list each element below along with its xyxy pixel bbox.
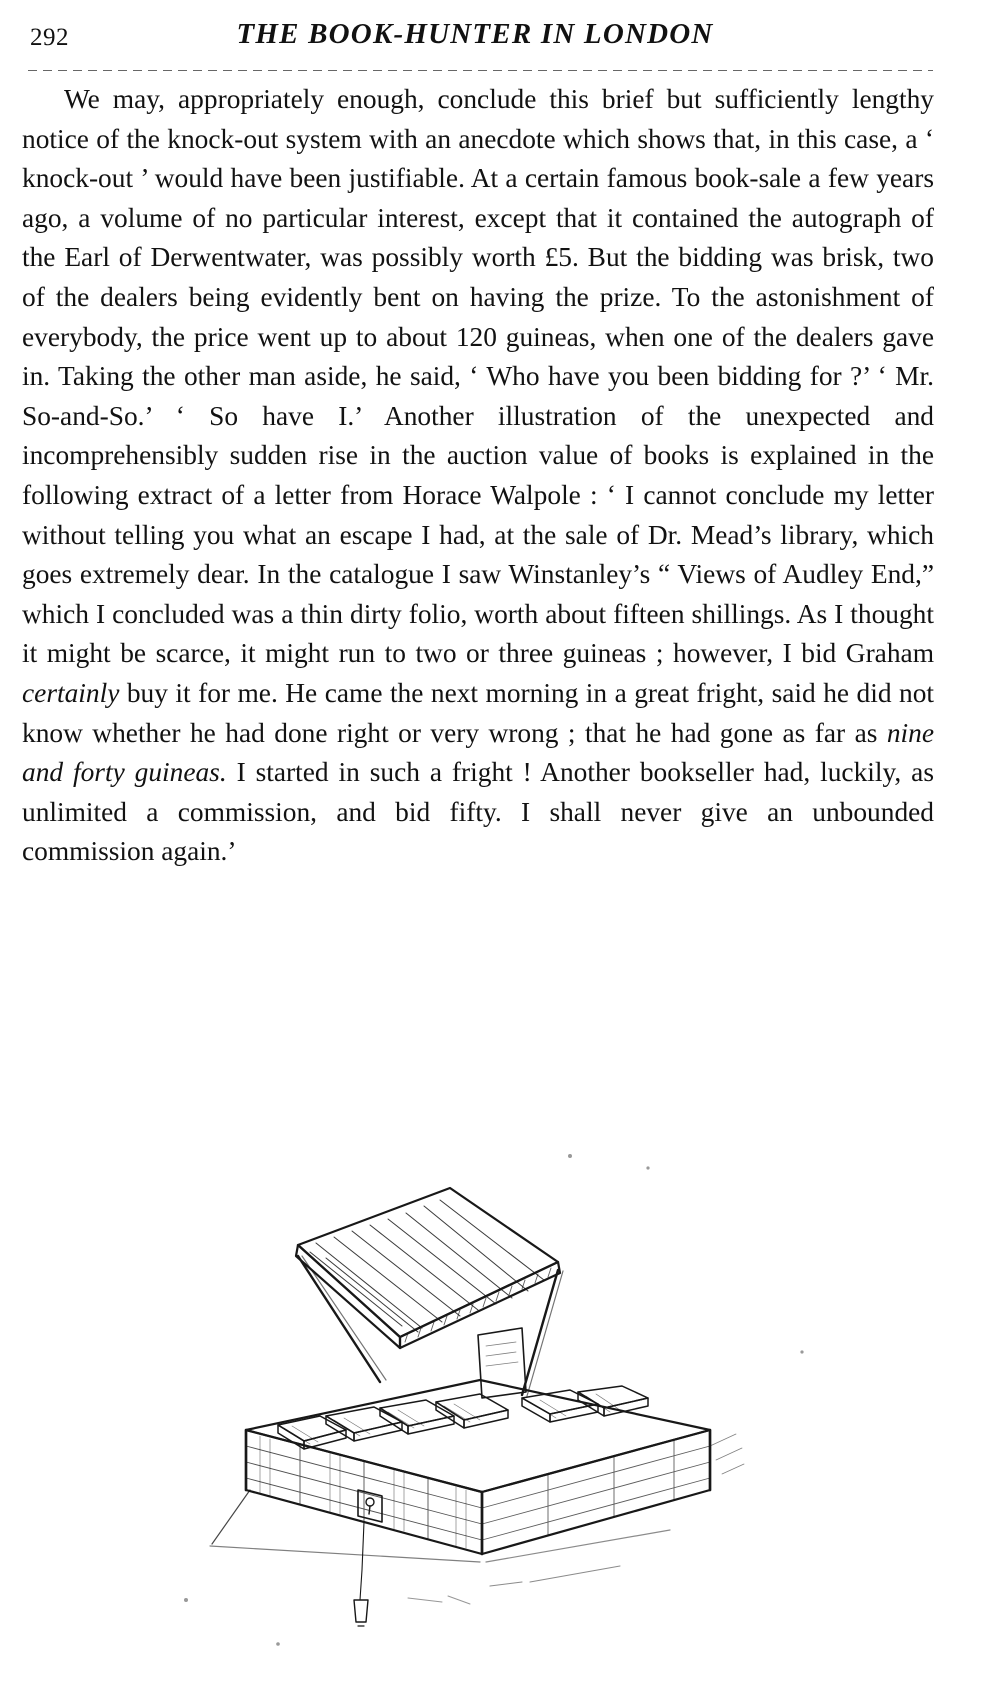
body-italic-2: nine and forty guineas. xyxy=(22,717,934,788)
paragraph-main xyxy=(22,80,934,872)
body-part-1: We may, appropriately enough, conclude this brief but sufficiently lengthy notice of the knock-out system with an anecdote which shows that, in this case, a ‘ knock-out ’ would have been justifiable. At a certain famous book-sale a few years ago, a volume of no particular interest, except that it contained the autograph of the Earl of Derwentwater, was possibly worth £5. But the bidding was brisk, two of the dealers being evidently bent on having the prize. To the astonishment of everybody, the price went up to about 120 guineas, when one of the dealers gave in. Taking the other man aside, he said, ‘ Who have you been bidding for ?’ ‘ Mr. So-and-So.’ ‘ So have I.’ Another illustration of the unexpected and incomprehensibly sudden rise in the auction value of books is explained in the following extract of a letter from Horace Walpole : ‘ I cannot conclude my letter without telling you what an escape I had, at the sale of Dr. Mead’s library, which goes extremely dear. In the catalogue I saw Winstanley’s “ Views of Audley End,” which I concluded was a thin dirty folio, worth about fifteen shillings. As I thought it might be scarce, it might run to two or three guineas ; however, I bid Graham xyxy=(22,84,934,669)
body-text xyxy=(22,80,934,872)
running-head xyxy=(0,10,1000,66)
body-italic-1: certainly xyxy=(22,677,120,708)
body-part-2: buy it for me. He came the next morning in a great fright, said he did not know whether he had done right or very wrong ; that he had gone as far as xyxy=(22,677,934,748)
header-rule xyxy=(28,70,933,71)
open-chest-of-books-engraving xyxy=(150,1130,850,1670)
body-part-3: I started in such a fright ! Another bookseller had, luckily, as unlimited a commission, and bid fifty. I shall never give an unbounded commission again.’ xyxy=(22,757,934,867)
page-title: THE BOOK-HUNTER IN LONDON xyxy=(236,18,714,50)
page-number: 292 xyxy=(30,24,69,51)
